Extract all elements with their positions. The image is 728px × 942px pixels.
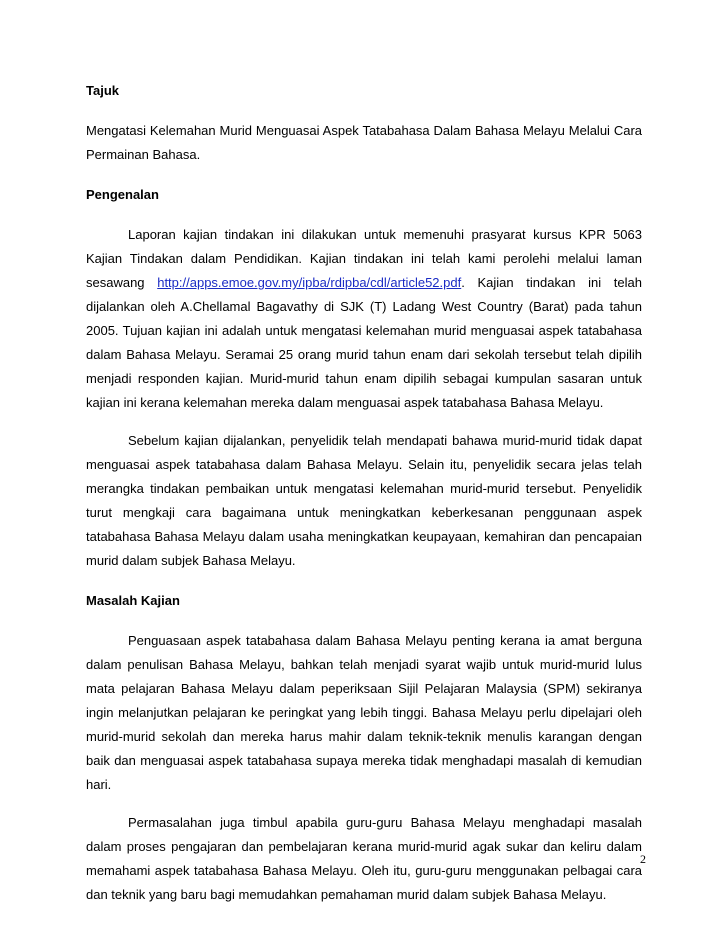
problem-paragraph-2: Permasalahan juga timbul apabila guru-guru Bahasa Melayu menghadapi masalah dalam proses pengajaran dan pembelajaran kerana murid-murid agak sukar dan keliru dalam memahami aspek tatabahasa Bahasa Melayu. Oleh itu, guru-guru menggunakan pelbagai cara dan teknik yang baru bagi memudahkan pemahaman murid dalam subjek Bahasa Melayu. — [86, 815, 642, 902]
article-link[interactable]: http://apps.emoe.gov.my/ipba/rdipba/cdl/article52.pdf — [157, 275, 462, 290]
intro-paragraph-1 — [86, 223, 642, 415]
title-heading: Tajuk — [86, 83, 119, 98]
intro-paragraph-2: Sebelum kajian dijalankan, penyelidik telah mendapati bahawa murid-murid tidak dapat menguasai aspek tatabahasa dalam Bahasa Melayu. Selain itu, penyelidik secara jelas telah merangka tindakan pembaikan untuk mengatasi kelemahan murid-murid tersebut. Penyelidik turut mengkaji cara bagaimana untuk meningkatkan keberkesanan penggunaan aspek tatabahasa Bahasa Melayu dalam usaha meningkatkan keupayaan, kemahiran dan pencapaian murid dalam subjek Bahasa Melayu. — [86, 433, 642, 568]
title-text: Mengatasi Kelemahan Murid Menguasai Aspek Tatabahasa Dalam Bahasa Melayu Melalui Cara Permainan Bahasa. — [86, 123, 642, 162]
page-number: 2 — [640, 852, 646, 866]
intro-p1-text-start: Laporan kajian tindakan ini dilakukan untuk memenuhi prasyarat kursus KPR 5063 Kajian Tindakan dalam Pendidikan. Kajian tindakan ini telah kami perolehi melalui laman sesawang — [86, 227, 642, 290]
problem-heading: Masalah Kajian — [86, 593, 180, 608]
problem-paragraph-1: Penguasaan aspek tatabahasa dalam Bahasa Melayu penting kerana ia amat berguna dalam penulisan Bahasa Melayu, bahkan telah menjadi syarat wajib untuk murid-murid lulus mata pelajaran Bahasa Melayu dalam peperiksaan Sijil Pelajaran Malaysia (SPM) sekiranya ingin melanjutkan pelajaran ke peringkat yang lebih tinggi. Bahasa Melayu perlu dipelajari oleh murid-murid sekolah dan mereka harus mahir dalam teknik-teknik menulis karangan dengan baik dan menguasai aspek tatabahasa supaya mereka tidak menghadapi masalah di kemudian hari. — [86, 633, 642, 792]
intro-heading: Pengenalan — [86, 187, 159, 202]
intro-p1-text-end: . Kajian tindakan ini telah dijalankan oleh A.Chellamal Bagavathy di SJK (T) Ladang West Country (Barat) pada tahun 2005. Tujuan kajian ini adalah untuk mengatasi kelemahan murid menguasai aspek tatabahasa dalam Bahasa Melayu. Seramai 25 orang murid tahun enam dari sekolah tersebut telah dipilih menjadi responden kajian. Murid-murid tahun enam dipilih sebagai kumpulan sasaran untuk kajian ini kerana kelemahan mereka dalam menguasai aspek tatabahasa Bahasa Melayu. — [86, 275, 642, 410]
document-body — [86, 79, 642, 907]
